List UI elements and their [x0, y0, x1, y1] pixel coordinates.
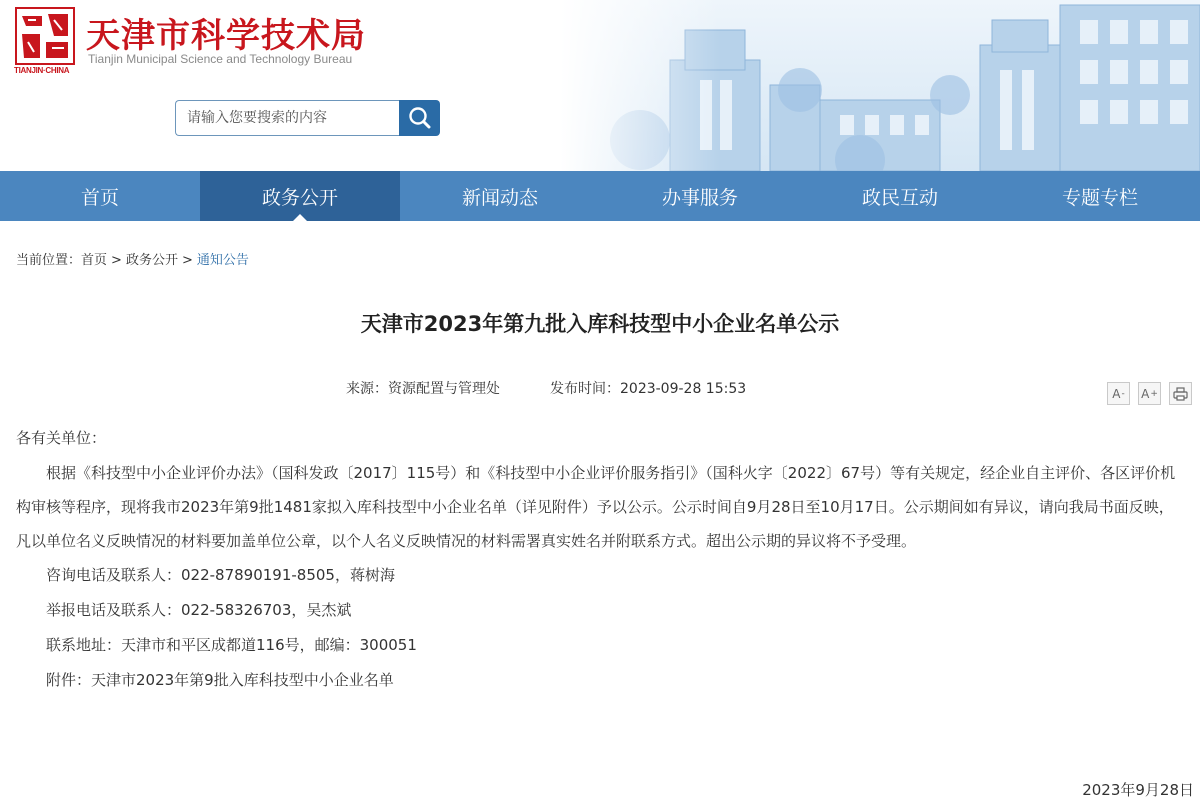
print-button[interactable] [1169, 382, 1192, 405]
search-icon [407, 105, 433, 131]
article-greeting: 各有关单位： [16, 429, 107, 447]
header-building-illustration [560, 0, 1200, 171]
font-larger-label: A [1141, 386, 1150, 401]
nav-item-special-topics[interactable]: 专题专栏 [1061, 186, 1138, 209]
site-subtitle: Tianjin Municipal Science and Technology Bureau [88, 52, 353, 66]
contact-address: 联系地址：天津市和平区成都道116号，邮编：300051 [46, 636, 417, 654]
breadcrumb-separator: > [181, 253, 193, 268]
breadcrumb-separator: > [111, 253, 122, 268]
article-date: 2023年9月28日 [1082, 781, 1194, 799]
site-header [0, 0, 1200, 171]
nav-item-news[interactable]: 新闻动态 [461, 186, 538, 209]
article-body [16, 424, 1188, 698]
nav-item-home[interactable]: 首页 [80, 186, 119, 209]
nav-item-services[interactable]: 办事服务 [661, 186, 738, 209]
font-larger-button[interactable] [1138, 382, 1161, 405]
consult-contact: 咨询电话及联系人：022-87890191-8505，蒋树海 [46, 566, 395, 584]
search-input[interactable] [175, 100, 399, 136]
article-source: 来源：资源配置与管理处 [346, 381, 500, 397]
site-title[interactable]: 天津市科学技术局 [86, 16, 366, 56]
article-meta [346, 378, 746, 398]
printer-icon [1173, 387, 1188, 401]
seal-caption: TIANJIN·CHINA [14, 66, 70, 75]
font-smaller-mark: - [1121, 388, 1125, 399]
report-contact: 举报电话及联系人：022-58326703，吴杰斌 [46, 601, 352, 619]
nav-item-government-affairs[interactable]: 政务公开 [200, 171, 400, 221]
search-button[interactable] [399, 100, 440, 136]
article-publish-time: 发布时间：2023-09-28 15:53 [550, 381, 747, 397]
breadcrumb-link-home[interactable]: 首页 [81, 253, 108, 268]
breadcrumb [16, 249, 249, 268]
main-nav [0, 171, 1200, 221]
font-smaller-button[interactable] [1107, 382, 1130, 405]
nav-item-interaction[interactable]: 政民互动 [861, 186, 938, 209]
article-main-paragraph: 根据《科技型中小企业评价办法》（国科发政〔2017〕115号）和《科技型中小企业评价服务指引》（国科火字〔2022〕67号）等有关规定，经企业自主评价、各区评价机构审核等程序，现将我市2023年第9批1481家拟入库科技型中小企业名单（详见附件）予以公示。公示时间自9月28日至10月17日。公示期间如有异议，请向我局书面反映，凡以单位名义反映情况的材料要加盖单位公章，以个人名义反映情况的材料需署真实姓名并附联系方式。超出公示期的异议将不予受理。 [16, 464, 1176, 550]
breadcrumb-link-notices[interactable]: 通知公告 [196, 253, 249, 268]
article-title: 天津市2023年第九批入库科技型中小企业名单公示 [360, 312, 840, 336]
article-tools [1107, 382, 1192, 405]
breadcrumb-link-government-affairs[interactable]: 政务公开 [125, 253, 178, 268]
breadcrumb-prefix: 当前位置： [16, 253, 82, 268]
font-smaller-label: A [1112, 386, 1121, 401]
font-larger-mark: + [1150, 388, 1158, 399]
attachment-link[interactable]: 附件：天津市2023年第9批入库科技型中小企业名单 [46, 671, 394, 689]
